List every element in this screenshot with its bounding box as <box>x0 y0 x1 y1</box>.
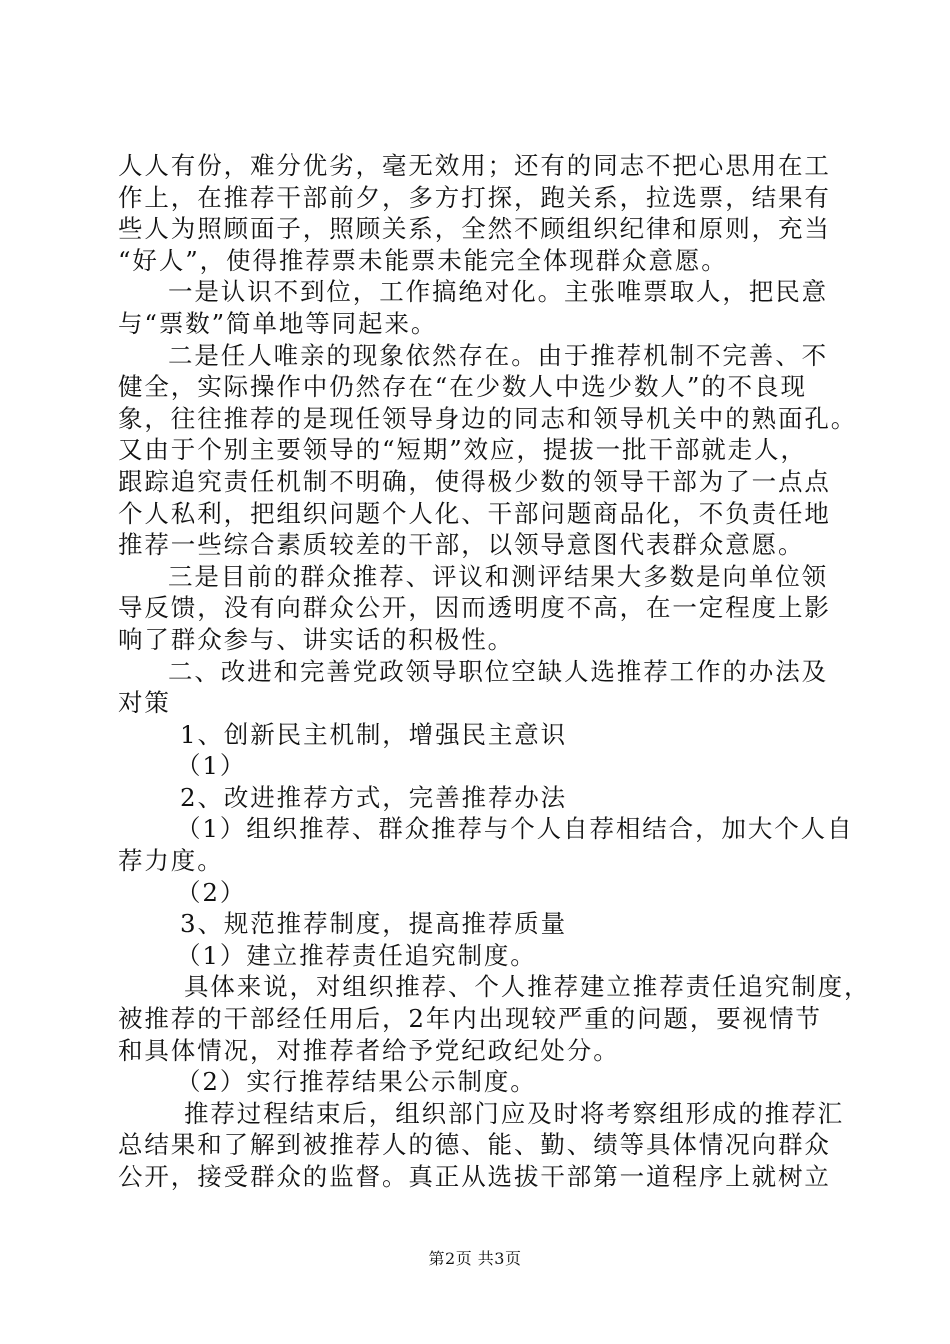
body-line: 响了群众参与、讲实话的积极性。 <box>118 624 514 654</box>
body-line: 推荐一些综合素质较差的干部，以领导意图代表群众意愿。 <box>118 530 805 560</box>
body-line: 与“票数”简单地等同起来。 <box>118 308 438 338</box>
body-line: 又由于个别主要领导的“短期”效应，提拔一批干部就走人， <box>118 435 807 465</box>
body-line: 被推荐的干部经任用后，2年内出现较严重的问题，要视情节 <box>118 1004 822 1034</box>
body-line: 和具体情况，对推荐者给予党纪政纪处分。 <box>118 1035 620 1065</box>
subsection-heading: 3、规范推荐制度，提高推荐质量 <box>180 909 568 939</box>
list-item: （1） <box>176 751 247 781</box>
body-line: 些人为照顾面子，照顾关系，全然不顾组织纪律和原则，充当 <box>118 214 831 244</box>
body-line: 具体来说，对组织推荐、个人推荐建立推荐责任追究制度， <box>184 972 871 1002</box>
document-body <box>118 150 871 1193</box>
body-line: 跟踪追究责任机制不明确，使得极少数的领导干部为了一点点 <box>118 466 831 496</box>
list-item: （2）实行推荐结果公示制度。 <box>176 1067 537 1097</box>
page-number-footer: 第2页 共3页 <box>428 1249 522 1268</box>
body-line: 荐力度。 <box>118 846 224 876</box>
list-item: （2） <box>176 877 247 907</box>
subsection-heading: 1、创新民主机制，增强民主意识 <box>180 719 568 749</box>
section-heading: 二、改进和完善党政领导职位空缺人选推荐工作的办法及 <box>168 656 828 686</box>
body-line: 人人有份，难分优劣，毫无效用；还有的同志不把心思用在工 <box>118 151 831 180</box>
body-line: 作上，在推荐干部前夕，多方打探，跑关系，拉选票，结果有 <box>118 182 831 212</box>
body-line: 总结果和了解到被推荐人的德、能、勤、绩等具体情况向群众 <box>118 1130 831 1160</box>
list-item: （1）建立推荐责任追究制度。 <box>176 940 537 970</box>
body-line: 个人私利，把组织问题个人化、干部问题商品化，不负责任地 <box>118 498 831 528</box>
body-line: 一是认识不到位，工作搞绝对化。主张唯票取人，把民意 <box>168 277 828 307</box>
list-item: （1）组织推荐、群众推荐与个人自荐相结合，加大个人自 <box>176 814 854 844</box>
body-line: 导反馈，没有向群众公开，因而透明度不高，在一定程度上影 <box>118 593 831 623</box>
body-line: 二是任人唯亲的现象依然存在。由于推荐机制不完善、不 <box>168 340 828 370</box>
body-line: 推荐过程结束后，组织部门应及时将考察组形成的推荐汇 <box>184 1098 844 1128</box>
body-line: “好人”，使得推荐票未能票未能完全体现群众意愿。 <box>118 245 728 275</box>
body-line: 三是目前的群众推荐、评议和测评结果大多数是向单位领 <box>168 561 828 591</box>
body-line: 象，往往推荐的是现任领导身边的同志和领导机关中的熟面孔。 <box>118 403 858 433</box>
section-heading: 对策 <box>118 688 171 718</box>
subsection-heading: 2、改进推荐方式，完善推荐办法 <box>180 782 568 812</box>
body-line: 健全，实际操作中仍然存在“在少数人中选少数人”的不良现 <box>118 372 807 402</box>
body-line: 公开，接受群众的监督。真正从选拔干部第一道程序上就树立 <box>118 1162 831 1191</box>
